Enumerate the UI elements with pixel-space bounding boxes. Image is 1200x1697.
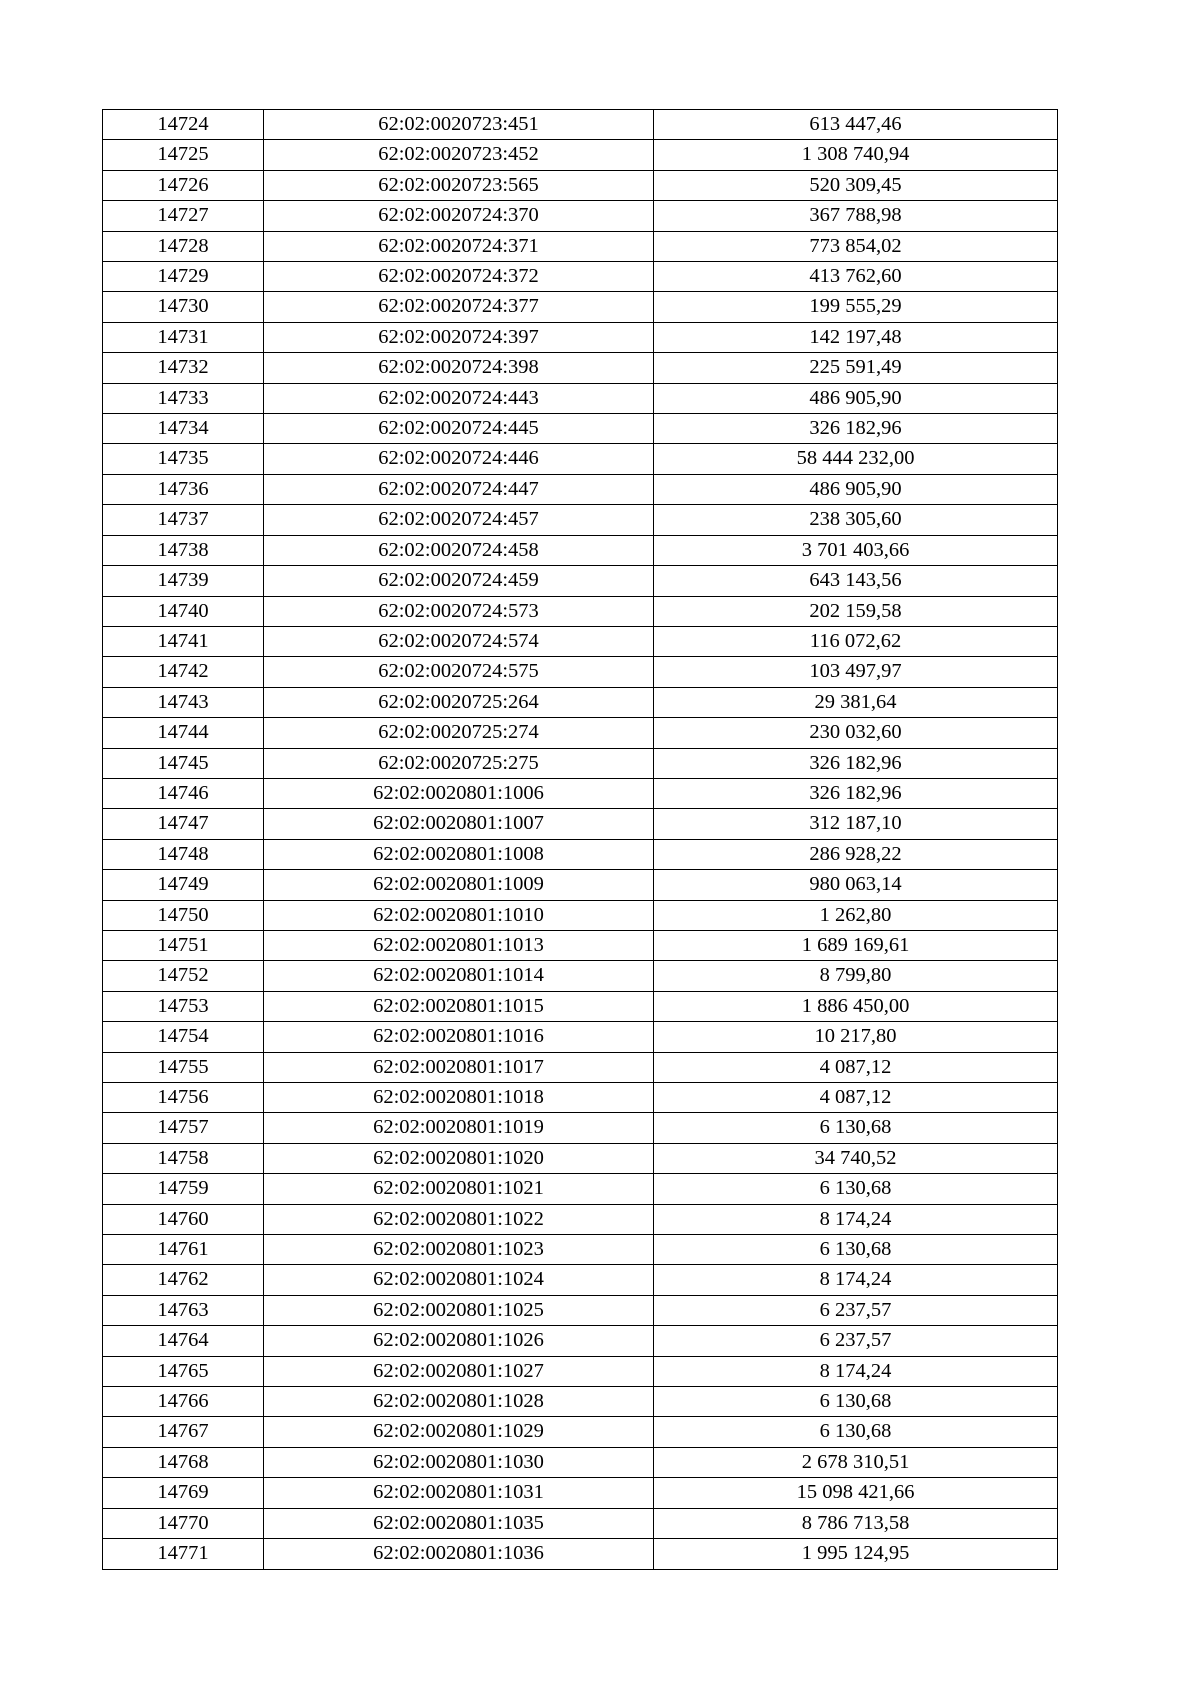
cadastral-number-cell: 62:02:0020801:1019 (264, 1113, 654, 1143)
row-number-cell: 14726 (103, 170, 264, 200)
table-row (103, 535, 1058, 565)
cadastral-number-cell: 62:02:0020801:1009 (264, 870, 654, 900)
table-row (103, 1447, 1058, 1477)
cadastral-value-cell: 202 159,58 (654, 596, 1058, 626)
cadastral-number-cell: 62:02:0020801:1035 (264, 1508, 654, 1538)
cadastral-value-cell: 326 182,96 (654, 414, 1058, 444)
row-number-cell: 14762 (103, 1265, 264, 1295)
cadastral-value-cell: 103 497,97 (654, 657, 1058, 687)
cadastral-value-cell: 486 905,90 (654, 474, 1058, 504)
cadastral-number-cell: 62:02:0020801:1024 (264, 1265, 654, 1295)
cadastral-number-cell: 62:02:0020723:452 (264, 140, 654, 170)
row-number-cell: 14747 (103, 809, 264, 839)
cadastral-number-cell: 62:02:0020801:1028 (264, 1387, 654, 1417)
table-body (103, 110, 1058, 1570)
cadastral-value-cell: 980 063,14 (654, 870, 1058, 900)
cadastral-value-cell: 8 786 713,58 (654, 1508, 1058, 1538)
cadastral-value-cell: 286 928,22 (654, 839, 1058, 869)
table-row (103, 839, 1058, 869)
cadastral-value-cell: 773 854,02 (654, 231, 1058, 261)
cadastral-number-cell: 62:02:0020724:573 (264, 596, 654, 626)
row-number-cell: 14730 (103, 292, 264, 322)
row-number-cell: 14729 (103, 262, 264, 292)
table-row (103, 1143, 1058, 1173)
row-number-cell: 14745 (103, 748, 264, 778)
row-number-cell: 14752 (103, 961, 264, 991)
table-row (103, 566, 1058, 596)
table-row (103, 778, 1058, 808)
cadastral-value-cell: 10 217,80 (654, 1022, 1058, 1052)
cadastral-number-cell: 62:02:0020801:1036 (264, 1539, 654, 1569)
table-row (103, 657, 1058, 687)
cadastral-value-cell: 520 309,45 (654, 170, 1058, 200)
cadastral-value-cell: 326 182,96 (654, 748, 1058, 778)
cadastral-number-cell: 62:02:0020724:458 (264, 535, 654, 565)
cadastral-number-cell: 62:02:0020801:1027 (264, 1356, 654, 1386)
cadastral-value-cell: 6 130,68 (654, 1417, 1058, 1447)
cadastral-value-cell: 8 174,24 (654, 1204, 1058, 1234)
cadastral-number-cell: 62:02:0020724:447 (264, 474, 654, 504)
table-row (103, 353, 1058, 383)
cadastral-value-cell: 8 799,80 (654, 961, 1058, 991)
cadastral-value-cell: 2 678 310,51 (654, 1447, 1058, 1477)
cadastral-value-cell: 3 701 403,66 (654, 535, 1058, 565)
cadastral-value-cell: 1 689 169,61 (654, 930, 1058, 960)
cadastral-value-cell: 613 447,46 (654, 110, 1058, 140)
table-row (103, 292, 1058, 322)
cadastral-number-cell: 62:02:0020801:1021 (264, 1174, 654, 1204)
cadastral-number-cell: 62:02:0020801:1022 (264, 1204, 654, 1234)
row-number-cell: 14771 (103, 1539, 264, 1569)
cadastral-number-cell: 62:02:0020801:1018 (264, 1083, 654, 1113)
table-row (103, 1235, 1058, 1265)
cadastral-value-cell: 6 130,68 (654, 1387, 1058, 1417)
cadastral-number-cell: 62:02:0020801:1015 (264, 991, 654, 1021)
cadastral-number-cell: 62:02:0020725:275 (264, 748, 654, 778)
row-number-cell: 14737 (103, 505, 264, 535)
table-row (103, 991, 1058, 1021)
cadastral-value-cell: 4 087,12 (654, 1052, 1058, 1082)
table-row (103, 110, 1058, 140)
cadastral-value-cell: 486 905,90 (654, 383, 1058, 413)
cadastral-value-cell: 1 308 740,94 (654, 140, 1058, 170)
cadastral-number-cell: 62:02:0020801:1020 (264, 1143, 654, 1173)
row-number-cell: 14756 (103, 1083, 264, 1113)
cadastral-number-cell: 62:02:0020724:377 (264, 292, 654, 322)
cadastral-number-cell: 62:02:0020724:445 (264, 414, 654, 444)
table-row (103, 961, 1058, 991)
table-row (103, 1083, 1058, 1113)
row-number-cell: 14724 (103, 110, 264, 140)
cadastral-value-cell: 58 444 232,00 (654, 444, 1058, 474)
row-number-cell: 14734 (103, 414, 264, 444)
cadastral-number-cell: 62:02:0020724:457 (264, 505, 654, 535)
row-number-cell: 14727 (103, 201, 264, 231)
row-number-cell: 14754 (103, 1022, 264, 1052)
table-row (103, 474, 1058, 504)
cadastral-number-cell: 62:02:0020724:574 (264, 626, 654, 656)
row-number-cell: 14738 (103, 535, 264, 565)
table-row (103, 1174, 1058, 1204)
row-number-cell: 14769 (103, 1478, 264, 1508)
row-number-cell: 14728 (103, 231, 264, 261)
cadastral-value-cell: 34 740,52 (654, 1143, 1058, 1173)
table-row (103, 262, 1058, 292)
row-number-cell: 14739 (103, 566, 264, 596)
cadastral-number-cell: 62:02:0020724:397 (264, 322, 654, 352)
row-number-cell: 14758 (103, 1143, 264, 1173)
table-row (103, 140, 1058, 170)
cadastral-number-cell: 62:02:0020801:1031 (264, 1478, 654, 1508)
cadastral-number-cell: 62:02:0020801:1010 (264, 900, 654, 930)
cadastral-number-cell: 62:02:0020801:1017 (264, 1052, 654, 1082)
row-number-cell: 14751 (103, 930, 264, 960)
table-row (103, 322, 1058, 352)
row-number-cell: 14733 (103, 383, 264, 413)
cadastral-number-cell: 62:02:0020801:1030 (264, 1447, 654, 1477)
row-number-cell: 14736 (103, 474, 264, 504)
cadastral-value-cell: 1 995 124,95 (654, 1539, 1058, 1569)
cadastral-value-cell: 238 305,60 (654, 505, 1058, 535)
cadastral-value-cell: 8 174,24 (654, 1265, 1058, 1295)
table-row (103, 444, 1058, 474)
cadastral-number-cell: 62:02:0020724:443 (264, 383, 654, 413)
row-number-cell: 14742 (103, 657, 264, 687)
table-row (103, 1356, 1058, 1386)
cadastral-number-cell: 62:02:0020724:459 (264, 566, 654, 596)
cadastral-number-cell: 62:02:0020723:451 (264, 110, 654, 140)
row-number-cell: 14753 (103, 991, 264, 1021)
cadastral-value-cell: 225 591,49 (654, 353, 1058, 383)
table-row (103, 1539, 1058, 1569)
cadastral-value-cell: 6 237,57 (654, 1326, 1058, 1356)
cadastral-value-cell: 413 762,60 (654, 262, 1058, 292)
cadastral-value-cell: 1 262,80 (654, 900, 1058, 930)
cadastral-value-cell: 29 381,64 (654, 687, 1058, 717)
cadastral-number-cell: 62:02:0020724:370 (264, 201, 654, 231)
cadastral-number-cell: 62:02:0020724:372 (264, 262, 654, 292)
table-row (103, 1113, 1058, 1143)
cadastral-number-cell: 62:02:0020724:371 (264, 231, 654, 261)
table-row (103, 201, 1058, 231)
row-number-cell: 14766 (103, 1387, 264, 1417)
row-number-cell: 14770 (103, 1508, 264, 1538)
row-number-cell: 14759 (103, 1174, 264, 1204)
table-row (103, 809, 1058, 839)
table-row (103, 1417, 1058, 1447)
cadastral-number-cell: 62:02:0020801:1006 (264, 778, 654, 808)
cadastral-value-cell: 6 130,68 (654, 1113, 1058, 1143)
cadastral-value-cell: 643 143,56 (654, 566, 1058, 596)
table-row (103, 1387, 1058, 1417)
row-number-cell: 14765 (103, 1356, 264, 1386)
cadastral-number-cell: 62:02:0020724:575 (264, 657, 654, 687)
table-row (103, 687, 1058, 717)
row-number-cell: 14755 (103, 1052, 264, 1082)
row-number-cell: 14760 (103, 1204, 264, 1234)
table-row (103, 626, 1058, 656)
cadastral-value-cell: 312 187,10 (654, 809, 1058, 839)
cadastral-value-cell: 116 072,62 (654, 626, 1058, 656)
cadastral-value-cell: 367 788,98 (654, 201, 1058, 231)
cadastral-number-cell: 62:02:0020801:1014 (264, 961, 654, 991)
cadastral-number-cell: 62:02:0020801:1008 (264, 839, 654, 869)
cadastral-number-cell: 62:02:0020801:1023 (264, 1235, 654, 1265)
row-number-cell: 14750 (103, 900, 264, 930)
table-row (103, 1022, 1058, 1052)
cadastral-number-cell: 62:02:0020801:1026 (264, 1326, 654, 1356)
row-number-cell: 14749 (103, 870, 264, 900)
cadastral-value-cell: 1 886 450,00 (654, 991, 1058, 1021)
row-number-cell: 14748 (103, 839, 264, 869)
cadastral-value-cell: 6 130,68 (654, 1174, 1058, 1204)
table-row (103, 383, 1058, 413)
cadastral-number-cell: 62:02:0020724:398 (264, 353, 654, 383)
cadastral-number-cell: 62:02:0020801:1013 (264, 930, 654, 960)
row-number-cell: 14767 (103, 1417, 264, 1447)
table-row (103, 1508, 1058, 1538)
table-row (103, 900, 1058, 930)
table-row (103, 870, 1058, 900)
cadastral-value-table (102, 109, 1058, 1570)
cadastral-number-cell: 62:02:0020801:1007 (264, 809, 654, 839)
cadastral-value-cell: 326 182,96 (654, 778, 1058, 808)
cadastral-number-cell: 62:02:0020725:274 (264, 718, 654, 748)
cadastral-value-cell: 4 087,12 (654, 1083, 1058, 1113)
row-number-cell: 14757 (103, 1113, 264, 1143)
table-row (103, 930, 1058, 960)
row-number-cell: 14740 (103, 596, 264, 626)
table-row (103, 748, 1058, 778)
cadastral-number-cell: 62:02:0020801:1029 (264, 1417, 654, 1447)
table-row (103, 1204, 1058, 1234)
row-number-cell: 14735 (103, 444, 264, 474)
cadastral-value-cell: 8 174,24 (654, 1356, 1058, 1386)
row-number-cell: 14743 (103, 687, 264, 717)
table-row (103, 1326, 1058, 1356)
table-row (103, 596, 1058, 626)
row-number-cell: 14725 (103, 140, 264, 170)
cadastral-value-cell: 6 237,57 (654, 1295, 1058, 1325)
cadastral-number-cell: 62:02:0020724:446 (264, 444, 654, 474)
table-row (103, 1052, 1058, 1082)
cadastral-value-cell: 230 032,60 (654, 718, 1058, 748)
table-row (103, 1478, 1058, 1508)
row-number-cell: 14741 (103, 626, 264, 656)
row-number-cell: 14768 (103, 1447, 264, 1477)
cadastral-value-cell: 6 130,68 (654, 1235, 1058, 1265)
row-number-cell: 14763 (103, 1295, 264, 1325)
cadastral-number-cell: 62:02:0020801:1025 (264, 1295, 654, 1325)
table-row (103, 505, 1058, 535)
row-number-cell: 14746 (103, 778, 264, 808)
row-number-cell: 14732 (103, 353, 264, 383)
table-row (103, 231, 1058, 261)
row-number-cell: 14731 (103, 322, 264, 352)
table-row (103, 1295, 1058, 1325)
row-number-cell: 14744 (103, 718, 264, 748)
table-row (103, 1265, 1058, 1295)
row-number-cell: 14764 (103, 1326, 264, 1356)
cadastral-value-cell: 15 098 421,66 (654, 1478, 1058, 1508)
cadastral-value-cell: 199 555,29 (654, 292, 1058, 322)
row-number-cell: 14761 (103, 1235, 264, 1265)
table-row (103, 414, 1058, 444)
table-row (103, 170, 1058, 200)
cadastral-number-cell: 62:02:0020723:565 (264, 170, 654, 200)
cadastral-value-cell: 142 197,48 (654, 322, 1058, 352)
table-row (103, 718, 1058, 748)
cadastral-number-cell: 62:02:0020725:264 (264, 687, 654, 717)
cadastral-number-cell: 62:02:0020801:1016 (264, 1022, 654, 1052)
